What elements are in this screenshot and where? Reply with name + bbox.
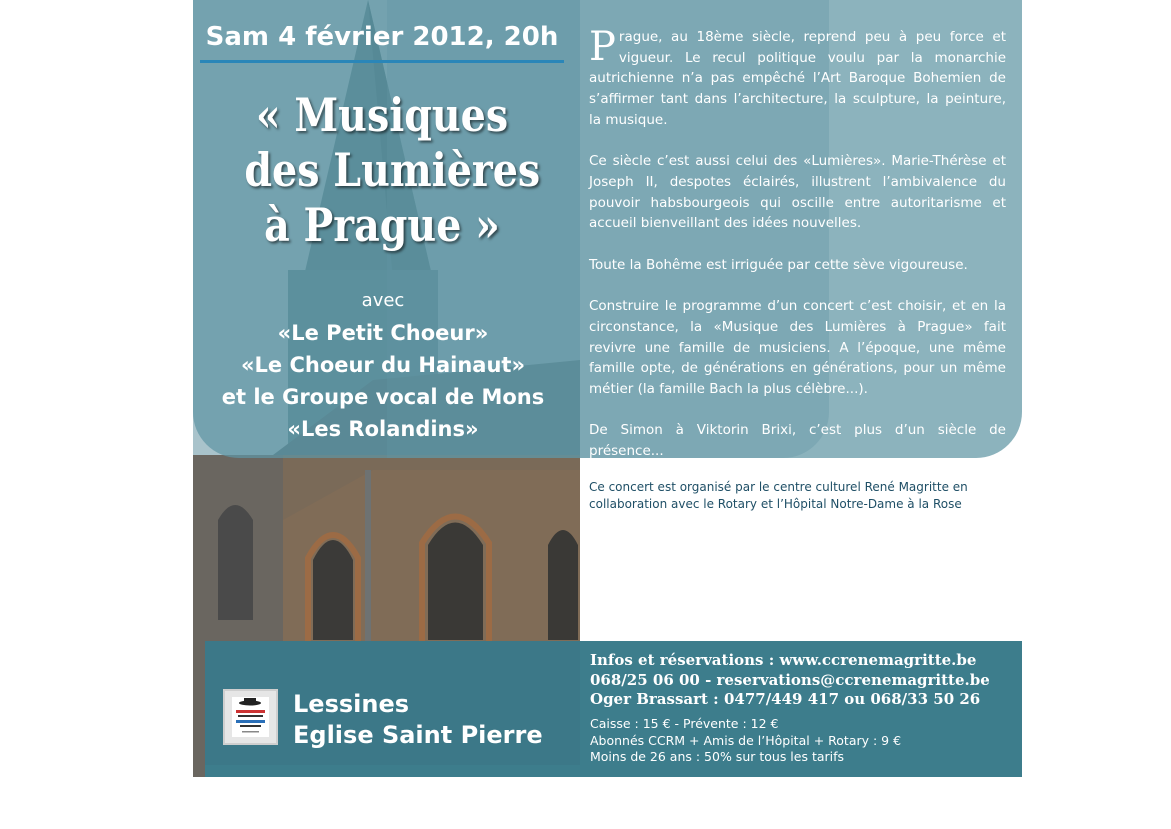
location-city: Lessines — [293, 690, 410, 718]
ccrm-logo — [223, 689, 278, 745]
info-line: Infos et réservations : www.ccrenemagritte.be — [590, 651, 977, 669]
price-line: Caisse : 15 € - Prévente : 12 € — [590, 716, 779, 731]
date-divider — [200, 60, 564, 63]
organizer-line: collaboration avec le Rotary et l’Hôpital Notre-Dame à la Rose — [589, 497, 962, 511]
location-venue: Eglise Saint Pierre — [293, 721, 543, 749]
paragraph-text: rague, au 18ème siècle, reprend peu à peu force et vigueur. Le recul politique voulu par la monarchie autrichienne n’a pas empêché l’Art Baroque Bohemien de s’affirmer tant dans l’architecture, la sculpture, la peinture, la musique. — [589, 29, 1006, 128]
drop-cap: P — [589, 24, 616, 70]
choir-list — [203, 317, 563, 445]
title-line: des Lumières — [244, 143, 541, 197]
event-title — [244, 88, 541, 253]
price-line: Abonnés CCRM + Amis de l’Hôpital + Rotary : 9 € — [590, 732, 902, 748]
avec-label: avec — [361, 290, 405, 311]
description-paragraph: Ce siècle c’est aussi celui des «Lumières». Marie-Thérèse et Joseph II, despotes éclairés, illustrent l’ambivalence du pouvoir habsbourgeois qui oscille entre autoritarisme et accueil bienveillant des idées nouvelles. — [589, 153, 1006, 232]
choir-item: «Les Rolandins» — [287, 417, 479, 441]
title-line: à Prague » — [264, 198, 500, 252]
price-list — [590, 716, 901, 766]
choir-item: «Le Choeur du Hainaut» — [240, 353, 526, 377]
price-line: Moins de 26 ans : 50% sur tous les tarifs — [590, 749, 845, 764]
logo-image — [232, 697, 269, 737]
organizer-line: Ce concert est organisé par le centre culturel René Magritte en — [589, 480, 968, 494]
reservation-info — [590, 651, 990, 710]
description-paragraph: De Simon à Viktorin Brixi, c’est plus d’un siècle de présence... — [589, 422, 1006, 459]
event-description — [589, 24, 1006, 482]
description-paragraph: Construire le programme d’un concert c’est choisir, et en la circonstance, la «Musique des Lumières à Prague» fait revivre une famille de musiciens. A l’époque, une même famille opte, de générations en générations, pour un même métier (la famille Bach la plus célèbre...). — [589, 298, 1006, 397]
title-line: « Musiques — [255, 88, 509, 142]
choir-item: «Le Petit Choeur» — [277, 321, 489, 345]
info-line: 068/25 06 00 - reservations@ccrenemagritte.be — [590, 670, 990, 689]
event-date: Sam 4 février 2012, 20h — [205, 22, 559, 52]
info-line: Oger Brassart : 0477/449 417 ou 068/33 50 26 — [590, 690, 981, 708]
organizer-note — [589, 479, 989, 513]
choir-item: et le Groupe vocal de Mons — [221, 385, 545, 409]
description-paragraph — [589, 24, 1006, 131]
description-paragraph: Toute la Bohême est irriguée par cette sève vigoureuse. — [589, 256, 968, 273]
